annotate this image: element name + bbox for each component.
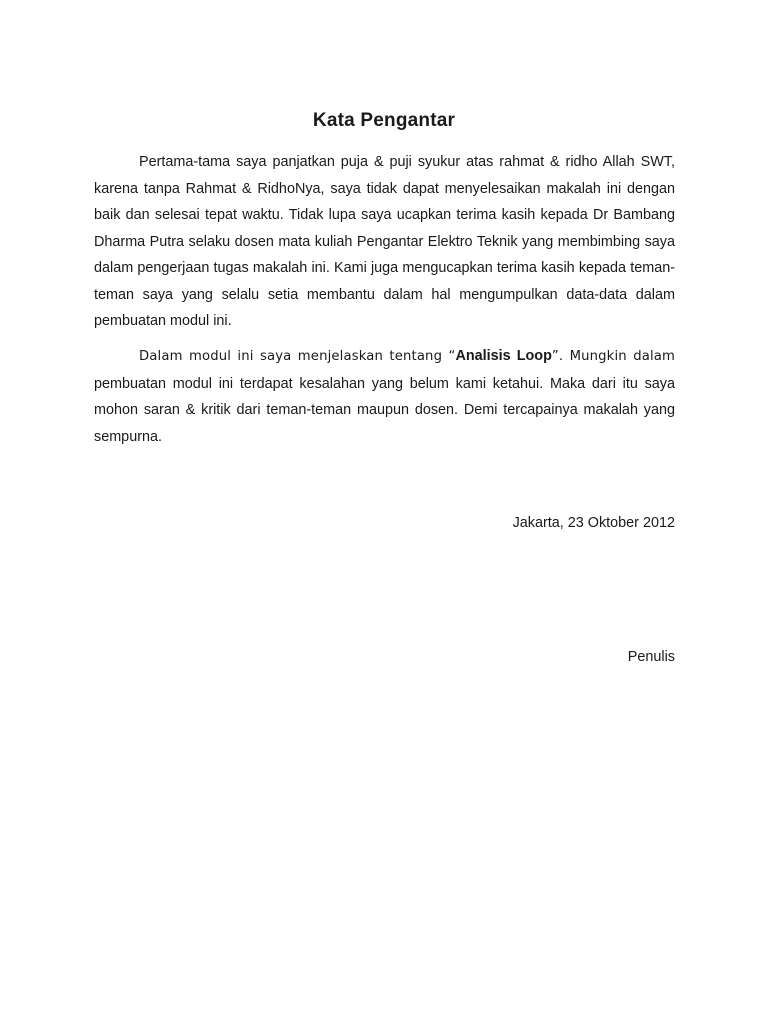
paragraph-2-lead-end: ”. Mungkin dalam: [551, 349, 675, 364]
paragraph-2-rest: pembuatan modul ini terdapat kesalahan yang belum kami ketahui. Maka dari itu saya mohon saran & kritik dari teman-teman maupun dosen. Demi tercapainya makalah yang sempurna.: [94, 375, 675, 445]
document-title: Kata Pengantar: [312, 110, 456, 131]
author-signature: Penulis: [627, 649, 675, 665]
place-date: Jakarta, 23 Oktober 2012: [512, 515, 675, 531]
paragraph-module-description: [94, 343, 675, 450]
paragraph-2-emphasis: Analisis Loop: [455, 348, 552, 364]
paragraph-2-lead: Dalam modul ini saya menjelaskan tentang “: [139, 349, 456, 364]
paragraph-acknowledgement: [94, 149, 675, 335]
paragraph-1-text: Pertama-tama saya panjatkan puja & puji syukur atas rahmat & ridho Allah SWT, karena tanpa Rahmat & RidhoNya, saya tidak dapat menyelesaikan makalah ini dengan baik dan selesai tepat waktu. Tidak lupa saya ucapkan terima kasih kepada Dr Bambang Dharma Putra selaku dosen mata kuliah Pengantar Elektro Teknik yang membimbing saya dalam pengerjaan tugas makalah ini. Kami juga mengucapkan terima kasih kepada teman-teman saya yang selalu setia membantu dalam hal mengumpulkan data-data dalam pembuatan modul ini.: [94, 154, 675, 329]
